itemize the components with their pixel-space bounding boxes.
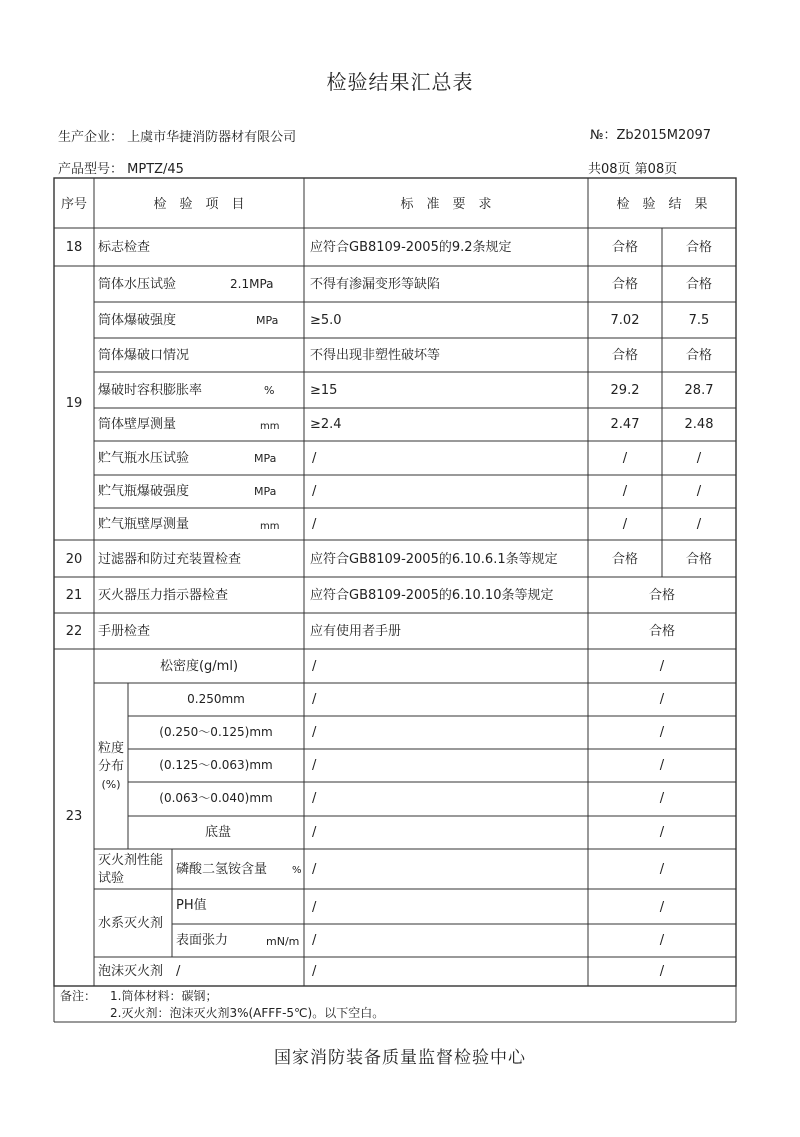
standard-cell: / xyxy=(312,692,317,707)
item-cell: 贮气瓶壁厚测量 xyxy=(98,517,190,532)
result-cell: 合格 xyxy=(611,240,639,255)
standard-cell: / xyxy=(312,725,317,740)
granularity-item: 底盘 xyxy=(204,825,232,840)
seq-cell: 21 xyxy=(65,588,83,603)
granularity-label: 粒度 xyxy=(97,741,125,756)
result-cell: / xyxy=(659,825,665,840)
standard-cell: ≥5.0 xyxy=(310,313,342,328)
result-cell: / xyxy=(622,484,628,499)
result-cell: 合格 xyxy=(685,277,713,292)
result-cell: 合格 xyxy=(611,552,639,567)
remarks-line: 1.筒体材料：碳钢； xyxy=(110,989,218,1003)
result-cell: / xyxy=(696,451,702,466)
bulk-density-label: 松密度(g/ml) xyxy=(159,659,239,674)
result-cell: / xyxy=(696,517,702,532)
unit-cell: MPa xyxy=(254,452,277,465)
result-cell: / xyxy=(696,484,702,499)
aqueous-label: 水系灭火剂 xyxy=(98,916,164,931)
standard-cell: 应有使用者手册 xyxy=(310,624,402,639)
manufacturer: 生产企业： 上虞市华捷消防器材有限公司 xyxy=(58,130,297,145)
remarks-label: 备注： xyxy=(60,989,97,1003)
result-cell: 合格 xyxy=(648,624,676,639)
result-cell: 合格 xyxy=(611,277,639,292)
result-cell: / xyxy=(659,933,665,948)
report-number: №：Zb2015M2097 xyxy=(590,128,712,143)
result-cell: 合格 xyxy=(685,240,713,255)
seq-cell: 19 xyxy=(65,396,83,411)
granularity-item: (0.125～0.063)mm xyxy=(159,758,273,772)
standard-cell: / xyxy=(312,825,317,840)
header-standard: 标 准 要 求 xyxy=(400,197,492,212)
standard-cell: / xyxy=(312,659,317,674)
granularity-label: 分布 xyxy=(97,759,125,774)
document-title: 检验结果汇总表 xyxy=(326,70,474,94)
unit-cell: mm xyxy=(260,421,280,432)
page-indicator: 共08页 第08页 xyxy=(588,162,678,177)
result-cell: / xyxy=(659,791,665,806)
result-cell: 合格 xyxy=(611,348,639,363)
standard-cell: 不得出现非塑性破坏等 xyxy=(310,348,441,363)
foam-value: / xyxy=(176,964,181,979)
granularity-label: (%) xyxy=(101,778,121,791)
result-cell: 7.02 xyxy=(610,313,640,328)
standard-cell: / xyxy=(312,933,317,948)
item-cell: 灭火器压力指示器检查 xyxy=(98,588,229,603)
result-cell: 2.47 xyxy=(610,417,640,432)
unit-cell: MPa xyxy=(256,314,279,327)
seq-cell: 22 xyxy=(65,624,83,639)
result-cell: / xyxy=(659,862,665,877)
phosphate-label: 磷酸二氢铵含量 xyxy=(176,862,268,877)
granularity-item: 0.250mm xyxy=(187,692,245,706)
result-cell: / xyxy=(659,964,665,979)
item-cell: 筒体爆破强度 xyxy=(98,313,177,328)
result-cell: 2.48 xyxy=(684,417,714,432)
seq-cell: 18 xyxy=(65,240,83,255)
header-seq: 序号 xyxy=(60,197,88,212)
unit-cell: MPa xyxy=(254,485,277,498)
standard-cell: 应符合GB8109-2005的6.10.6.1条等规定 xyxy=(310,552,558,567)
standard-cell: ≥15 xyxy=(310,383,338,398)
standard-cell: ≥2.4 xyxy=(310,417,342,432)
ph-label: PH值 xyxy=(176,898,207,913)
item-cell: 筒体爆破口情况 xyxy=(98,348,190,363)
result-cell: 28.7 xyxy=(684,383,714,398)
standard-cell: / xyxy=(312,964,317,979)
result-cell: 7.5 xyxy=(688,313,710,328)
header-result: 检 验 结 果 xyxy=(616,197,708,212)
item-cell: 筒体水压试验 xyxy=(98,277,177,292)
standard-cell: / xyxy=(312,862,317,877)
surface-tension-label: 表面张力 xyxy=(176,933,229,948)
result-cell: 合格 xyxy=(685,552,713,567)
remarks-line: 2.灭火剂：泡沫灭火剂3%(AFFF-5℃)。以下空白。 xyxy=(110,1006,385,1020)
item-cell: 爆破时容积膨胀率 xyxy=(98,383,203,398)
result-cell: / xyxy=(622,517,628,532)
standard-cell: / xyxy=(312,900,317,915)
standard-cell: / xyxy=(312,517,317,532)
standard-cell: 应符合GB8109-2005的6.10.10条等规定 xyxy=(310,588,554,603)
standard-cell: / xyxy=(312,758,317,773)
item-cell: 手册检查 xyxy=(98,624,151,639)
result-cell: 合格 xyxy=(685,348,713,363)
product-model: 产品型号： MPTZ/45 xyxy=(58,162,184,177)
seq-cell: 20 xyxy=(65,552,83,567)
standard-cell: 不得有渗漏变形等缺陷 xyxy=(310,277,441,292)
unit-cell: % xyxy=(264,384,275,397)
agent-test-label: 试验 xyxy=(98,871,125,886)
agent-test-label: 灭火剂性能 xyxy=(98,853,164,868)
result-cell: / xyxy=(659,900,665,915)
header-item: 检 验 项 目 xyxy=(153,197,245,212)
item-cell: 贮气瓶水压试验 xyxy=(98,451,190,466)
result-cell: / xyxy=(659,758,665,773)
foam-label: 泡沫灭火剂 xyxy=(98,964,164,979)
standard-cell: / xyxy=(312,451,317,466)
unit-cell: % xyxy=(292,865,302,876)
unit-cell: mN/m xyxy=(266,935,300,948)
unit-cell: mm xyxy=(260,521,280,532)
result-cell: / xyxy=(659,692,665,707)
item-cell: 过滤器和防过充装置检查 xyxy=(98,552,242,567)
item-cell: 贮气瓶爆破强度 xyxy=(98,484,190,499)
item-cell: 筒体壁厚测量 xyxy=(98,417,177,432)
result-cell: / xyxy=(659,725,665,740)
unit-cell: 2.1MPa xyxy=(230,277,274,291)
seq-cell: 23 xyxy=(65,809,83,824)
standard-cell: / xyxy=(312,791,317,806)
granularity-item: (0.250～0.125)mm xyxy=(159,725,273,739)
result-cell: / xyxy=(659,659,665,674)
issuing-organization: 国家消防装备质量监督检验中心 xyxy=(274,1048,526,1068)
item-cell: 标志检查 xyxy=(98,240,151,255)
standard-cell: 应符合GB8109-2005的9.2条规定 xyxy=(310,240,512,255)
result-cell: / xyxy=(622,451,628,466)
result-cell: 合格 xyxy=(648,588,676,603)
granularity-item: (0.063～0.040)mm xyxy=(159,791,273,805)
standard-cell: / xyxy=(312,484,317,499)
result-cell: 29.2 xyxy=(610,383,640,398)
